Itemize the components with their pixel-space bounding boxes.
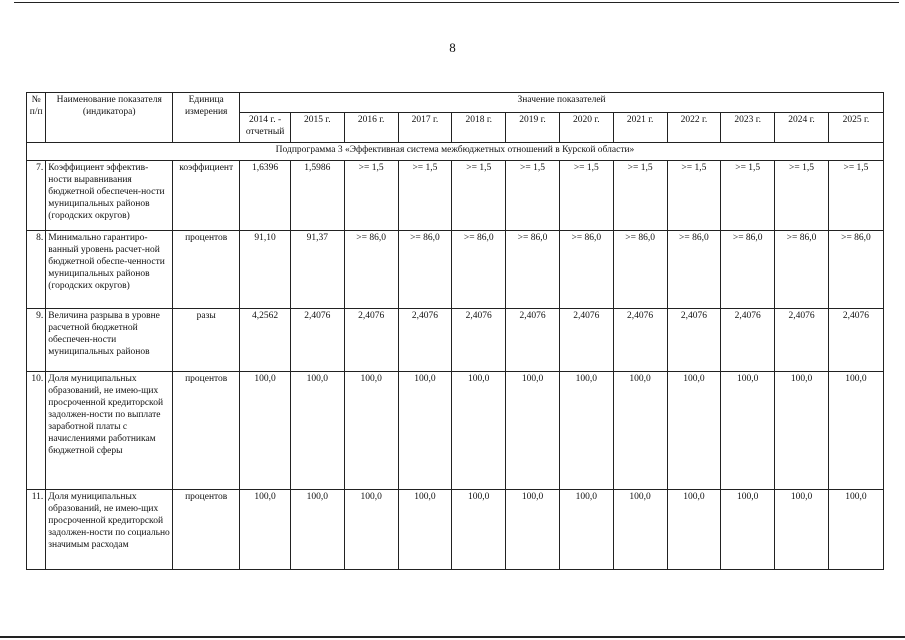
value-cell: 91,37: [290, 231, 344, 309]
value-cell: 100,0: [398, 371, 452, 489]
value-cell: 100,0: [667, 371, 721, 489]
value-cell: 2,4076: [344, 309, 398, 371]
value-cell: >= 1,5: [398, 161, 452, 231]
value-cell: 4,2562: [240, 309, 291, 371]
table-row: [27, 371, 884, 489]
value-cell: >= 1,5: [506, 161, 560, 231]
header-no: № п/п: [27, 93, 46, 143]
indicators-table: [26, 92, 884, 570]
value-cell: >= 1,5: [775, 161, 829, 231]
indicator-name: Доля муниципальных образований, не имею-щих просроченной кредиторской задолжен-ности по социально значимым расходам: [46, 489, 173, 569]
value-cell: 100,0: [613, 371, 667, 489]
value-cell: >= 86,0: [398, 231, 452, 309]
value-cell: 100,0: [721, 371, 775, 489]
value-cell: 100,0: [506, 489, 560, 569]
table-row: [27, 489, 884, 569]
indicator-name: Величина разрыва в уровне расчетной бюджетной обеспечен-ности муниципальных районов: [46, 309, 173, 371]
value-cell: 2,4076: [290, 309, 344, 371]
header-year: 2025 г.: [828, 113, 883, 143]
header-values-title: Значение показателей: [240, 93, 884, 113]
value-cell: >= 86,0: [452, 231, 506, 309]
indicator-name: Коэффициент эффектив-ности выравнивания бюджетной обеспечен-ности муниципальных районов (городских округов): [46, 161, 173, 231]
header-year: 2021 г.: [613, 113, 667, 143]
value-cell: 100,0: [398, 489, 452, 569]
value-cell: 100,0: [613, 489, 667, 569]
value-cell: 1,6396: [240, 161, 291, 231]
header-year: 2016 г.: [344, 113, 398, 143]
top-rule: [14, 2, 899, 3]
header-year: 2015 г.: [290, 113, 344, 143]
table-row: [27, 309, 884, 371]
value-cell: >= 1,5: [344, 161, 398, 231]
value-cell: >= 1,5: [667, 161, 721, 231]
header-year: 2022 г.: [667, 113, 721, 143]
header-unit: Единица измерения: [173, 93, 240, 143]
value-cell: 100,0: [344, 371, 398, 489]
value-cell: >= 1,5: [721, 161, 775, 231]
value-cell: 100,0: [559, 489, 613, 569]
header-year: 2014 г. - отчетный: [240, 113, 291, 143]
header-year: 2017 г.: [398, 113, 452, 143]
value-cell: 2,4076: [559, 309, 613, 371]
header-year: 2019 г.: [506, 113, 560, 143]
value-cell: >= 86,0: [667, 231, 721, 309]
value-cell: 100,0: [452, 371, 506, 489]
unit-cell: коэффициент: [173, 161, 240, 231]
value-cell: >= 1,5: [559, 161, 613, 231]
value-cell: 2,4076: [398, 309, 452, 371]
value-cell: 2,4076: [828, 309, 883, 371]
value-cell: 100,0: [240, 371, 291, 489]
header-year: 2024 г.: [775, 113, 829, 143]
value-cell: 1,5986: [290, 161, 344, 231]
value-cell: >= 86,0: [613, 231, 667, 309]
value-cell: 100,0: [721, 489, 775, 569]
row-number: 7.: [27, 161, 46, 231]
value-cell: 100,0: [667, 489, 721, 569]
value-cell: 100,0: [828, 489, 883, 569]
indicator-name: Минимально гарантиро-ванный уровень расчет-ной бюджетной обеспе-ченности муниципальных районов (городских округов): [46, 231, 173, 309]
value-cell: 100,0: [344, 489, 398, 569]
value-cell: >= 86,0: [506, 231, 560, 309]
value-cell: 91,10: [240, 231, 291, 309]
header-year: 2020 г.: [559, 113, 613, 143]
value-cell: 2,4076: [613, 309, 667, 371]
value-cell: 100,0: [452, 489, 506, 569]
subprogram-title: Подпрограмма 3 «Эффективная система межбюджетных отношений в Курской области»: [27, 143, 884, 161]
value-cell: 100,0: [775, 371, 829, 489]
bottom-rule: [0, 636, 905, 638]
value-cell: >= 1,5: [452, 161, 506, 231]
header-year: 2018 г.: [452, 113, 506, 143]
header-year: 2023 г.: [721, 113, 775, 143]
value-cell: >= 86,0: [344, 231, 398, 309]
unit-cell: процентов: [173, 371, 240, 489]
value-cell: 2,4076: [721, 309, 775, 371]
value-cell: >= 86,0: [721, 231, 775, 309]
value-cell: 100,0: [290, 489, 344, 569]
value-cell: 100,0: [290, 371, 344, 489]
value-cell: >= 1,5: [828, 161, 883, 231]
value-cell: 100,0: [559, 371, 613, 489]
value-cell: 100,0: [240, 489, 291, 569]
unit-cell: процентов: [173, 231, 240, 309]
value-cell: >= 1,5: [613, 161, 667, 231]
unit-cell: процентов: [173, 489, 240, 569]
value-cell: 2,4076: [667, 309, 721, 371]
row-number: 11.: [27, 489, 46, 569]
value-cell: >= 86,0: [559, 231, 613, 309]
table-row: [27, 231, 884, 309]
value-cell: >= 86,0: [828, 231, 883, 309]
value-cell: 100,0: [828, 371, 883, 489]
value-cell: 2,4076: [452, 309, 506, 371]
table-row: [27, 161, 884, 231]
value-cell: 2,4076: [775, 309, 829, 371]
row-number: 8.: [27, 231, 46, 309]
unit-cell: разы: [173, 309, 240, 371]
page-number: 8: [449, 40, 456, 55]
value-cell: 100,0: [506, 371, 560, 489]
value-cell: 100,0: [775, 489, 829, 569]
row-number: 9.: [27, 309, 46, 371]
indicator-name: Доля муниципальных образований, не имею-щих просроченной кредиторской задолжен-ности по выплате заработной платы с начислениями работникам бюджетной сферы: [46, 371, 173, 489]
value-cell: >= 86,0: [775, 231, 829, 309]
row-number: 10.: [27, 371, 46, 489]
header-name: Наименование показателя (индикатора): [46, 93, 173, 143]
value-cell: 2,4076: [506, 309, 560, 371]
